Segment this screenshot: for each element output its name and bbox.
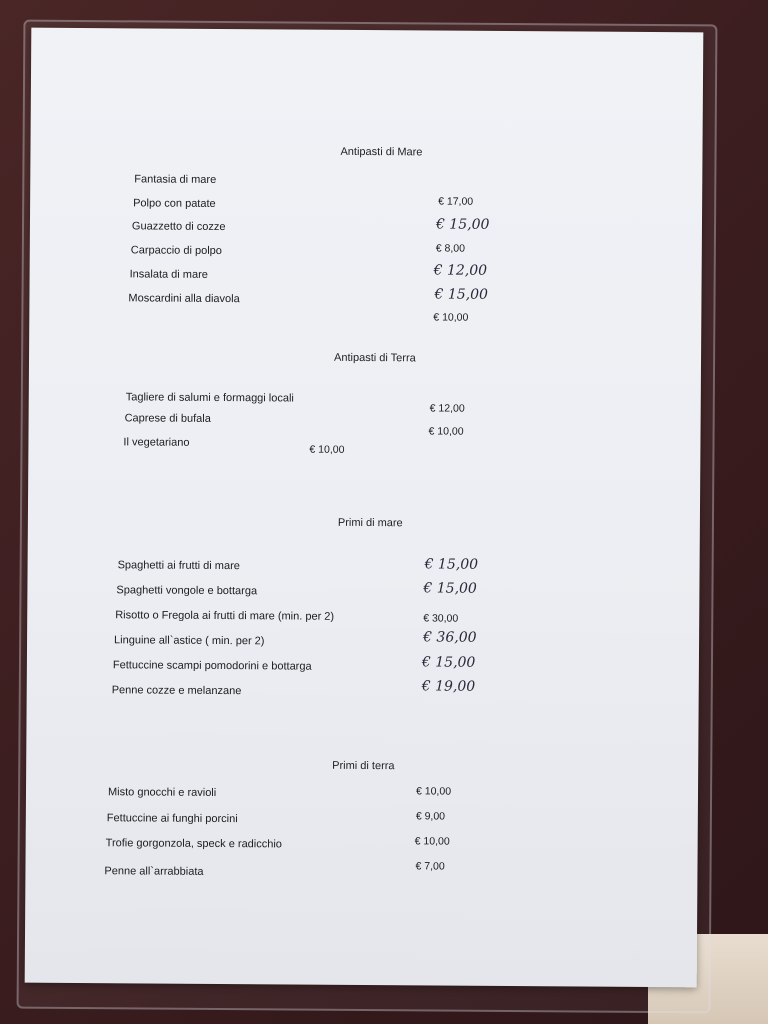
menu-item: Moscardini alla diavola xyxy=(128,292,240,306)
menu-price: € 15,00 xyxy=(435,216,490,233)
menu-price: € 12,00 xyxy=(429,402,465,415)
menu-item: Trofie gorgonzola, speck e radicchio xyxy=(105,837,282,851)
menu-price: € 10,00 xyxy=(415,785,452,798)
menu-price: € 8,00 xyxy=(435,242,466,255)
section-title-primi-terra: Primi di terra xyxy=(332,759,395,773)
menu-item: Fettuccine ai funghi porcini xyxy=(106,812,238,826)
menu-page xyxy=(25,28,704,988)
menu-price: € 10,00 xyxy=(309,443,345,456)
menu-item: Linguine all`astice ( min. per 2) xyxy=(114,634,265,648)
menu-item: Penne all`arrabbiata xyxy=(104,865,204,878)
menu-item: Risotto o Fregola ai frutti di mare (min. per 2) xyxy=(115,609,335,623)
menu-item: Penne cozze e melanzane xyxy=(111,684,242,698)
menu-item: Il vegetariano xyxy=(123,436,190,449)
menu-item: Fantasia di mare xyxy=(134,173,217,186)
menu-price: € 15,00 xyxy=(434,286,488,303)
menu-price: € 10,00 xyxy=(414,835,450,848)
menu-item: Insalata di mare xyxy=(129,268,208,281)
menu-price: € 10,00 xyxy=(433,311,469,324)
menu-price: € 36,00 xyxy=(423,629,477,646)
menu-item: Fettuccine scampi pomodorini e bottarga xyxy=(112,659,312,673)
menu-item: Spaghetti ai frutti di mare xyxy=(117,559,240,573)
section-title-antipasti-terra: Antipasti di Terra xyxy=(334,351,416,365)
menu-item: Spaghetti vongole e bottarga xyxy=(116,584,258,598)
menu-price: € 19,00 xyxy=(421,678,476,695)
menu-price: € 7,00 xyxy=(415,860,445,873)
menu-item: Guazzetto di cozze xyxy=(131,220,226,234)
menu-price: € 10,00 xyxy=(428,425,464,438)
section-title-antipasti-mare: Antipasti di Mare xyxy=(340,145,423,159)
menu-price: € 9,00 xyxy=(415,810,446,823)
menu-price: € 15,00 xyxy=(424,556,479,573)
menu-price: € 12,00 xyxy=(433,262,488,279)
menu-price: € 17,00 xyxy=(438,195,474,208)
menu-item: Tagliere di salumi e formaggi locali xyxy=(125,391,294,405)
menu-price: € 15,00 xyxy=(421,654,476,671)
menu-price: € 30,00 xyxy=(423,612,459,625)
section-title-primi-mare: Primi di mare xyxy=(337,516,403,530)
menu-item: Carpaccio di polpo xyxy=(130,244,222,258)
menu-item: Misto gnocchi e ravioli xyxy=(107,786,217,799)
menu-item: Polpo con patate xyxy=(133,197,216,210)
menu-item: Caprese di bufala xyxy=(124,412,211,425)
menu-price: € 15,00 xyxy=(423,580,477,597)
